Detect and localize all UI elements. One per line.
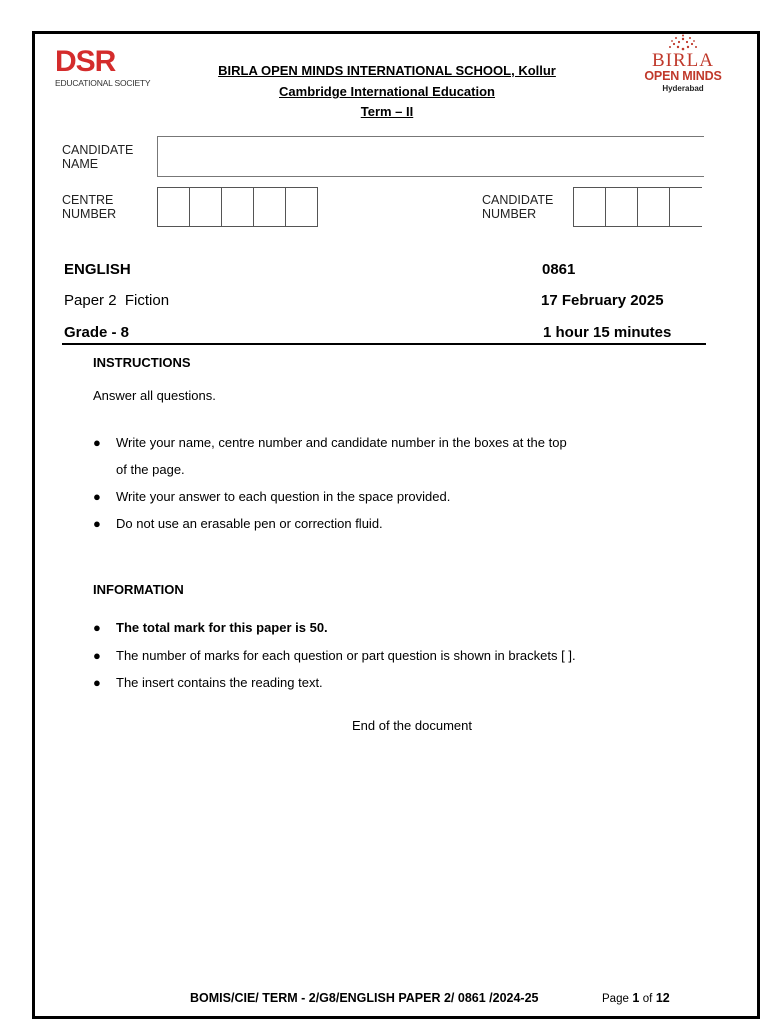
bullet-icon: ● (93, 516, 101, 531)
label-line: CENTRE (62, 193, 114, 207)
bullet-icon: ● (93, 648, 101, 663)
digit-box[interactable] (189, 187, 222, 227)
birla-logo-city: Hyderabad (662, 84, 704, 93)
subject-code: 0861 (542, 261, 576, 278)
page-word: Page (602, 993, 629, 1005)
page-number: 1 (632, 991, 640, 1005)
label-line: CANDIDATE (62, 143, 134, 157)
instructions-heading: INSTRUCTIONS (93, 355, 191, 370)
birla-logo (640, 34, 726, 98)
paper-number: Paper 2 (64, 292, 117, 309)
instruction-item: Write your answer to each question in the space provided. (116, 489, 451, 504)
label-line: CANDIDATE (482, 193, 554, 207)
label-line: NUMBER (62, 207, 117, 221)
digit-box[interactable] (285, 187, 318, 227)
term-name: Term – II (360, 104, 414, 119)
birla-logo-title: BIRLA (652, 50, 714, 71)
page-indicator (602, 990, 670, 1007)
centre-number-field[interactable] (157, 187, 317, 227)
bullet-icon: ● (93, 620, 101, 635)
digit-box[interactable] (637, 187, 670, 227)
label-line: NUMBER (482, 207, 537, 221)
paper-label (64, 292, 169, 310)
of-word: of (642, 993, 653, 1005)
board-name: Cambridge International Education (279, 84, 495, 99)
digit-box[interactable] (157, 187, 190, 227)
information-item: The number of marks for each question or part question is shown in brackets [ ]. (116, 648, 576, 663)
information-heading: INFORMATION (93, 582, 184, 597)
digit-box[interactable] (669, 187, 702, 227)
information-item: The insert contains the reading text. (116, 675, 323, 690)
divider-rule (62, 343, 706, 345)
digit-box[interactable] (605, 187, 638, 227)
end-of-document: End of the document (352, 718, 472, 733)
digit-box[interactable] (221, 187, 254, 227)
subject-name: ENGLISH (64, 261, 131, 278)
instruction-item-continued: of the page. (116, 462, 185, 477)
information-item: The total mark for this paper is 50. (116, 620, 328, 635)
candidate-name-label (62, 143, 133, 171)
birla-logo-subtitle: OPEN MINDS (644, 69, 722, 83)
grade-label: Grade - 8 (64, 324, 130, 341)
bullet-icon: ● (93, 675, 101, 690)
document-code: BOMIS/CIE/ TERM - 2/G8/ENGLISH PAPER 2/ 0861 /2024-25 (190, 991, 539, 1005)
label-line: NAME (62, 157, 99, 171)
dsr-logo-subtitle: EDUCATIONAL SOCIETY (55, 78, 151, 88)
paper-type: Fiction (124, 292, 170, 309)
digit-box[interactable] (573, 187, 606, 227)
school-name: BIRLA OPEN MINDS INTERNATIONAL SCHOOL, Kollur (218, 63, 556, 78)
bullet-icon: ● (93, 489, 101, 504)
sunburst-icon (666, 34, 700, 52)
candidate-number-label (482, 193, 553, 221)
candidate-number-field[interactable] (573, 187, 705, 227)
dsr-logo (55, 45, 151, 91)
exam-duration: 1 hour 15 minutes (543, 324, 672, 341)
instruction-item: Do not use an erasable pen or correction fluid. (116, 516, 383, 531)
dsr-logo-text: DSR (55, 45, 116, 78)
centre-number-label (62, 193, 116, 221)
page-total: 12 (655, 991, 670, 1005)
candidate-name-field[interactable] (157, 136, 704, 177)
exam-date: 17 February 2025 (541, 292, 664, 309)
instruction-item: Write your name, centre number and candidate number in the boxes at the top (116, 435, 567, 450)
digit-box[interactable] (253, 187, 286, 227)
instructions-intro: Answer all questions. (93, 388, 216, 403)
bullet-icon: ● (93, 435, 101, 450)
